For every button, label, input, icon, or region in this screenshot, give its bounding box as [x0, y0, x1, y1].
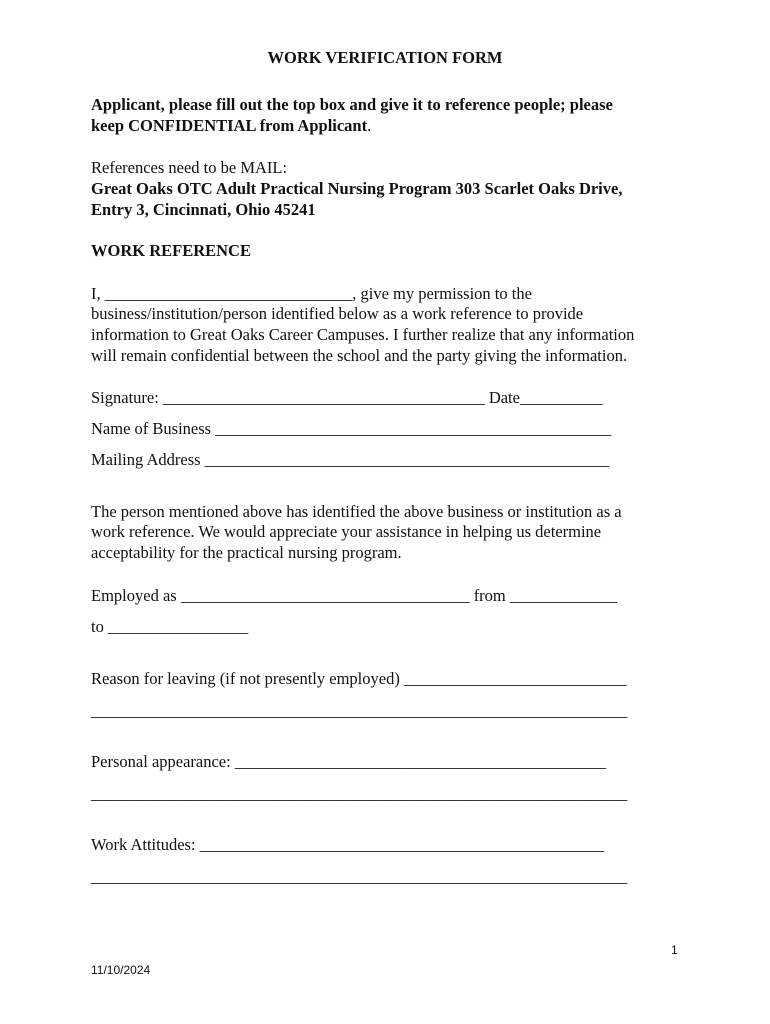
section-heading: WORK REFERENCE: [91, 241, 251, 260]
work-attitudes-blank[interactable]: _________________________________________________________________: [91, 867, 628, 886]
mail-label: References need to be MAIL:: [91, 158, 288, 177]
reason-leaving-field[interactable]: Reason for leaving (if not presently employed) ___________________________: [91, 669, 627, 688]
reference-note-line-2: work reference. We would appreciate your assistance in helping us determine: [91, 522, 602, 541]
page-number: 1: [671, 943, 678, 957]
mailing-address-field[interactable]: Mailing Address _________________________________________________: [91, 450, 609, 469]
signature-date-field[interactable]: Signature: _______________________________________ Date__________: [91, 388, 603, 407]
permission-line-2: business/institution/person identified below as a work reference to provide: [91, 304, 584, 323]
reason-leaving-blank[interactable]: _________________________________________________________________: [91, 701, 628, 720]
employed-as-field[interactable]: Employed as ___________________________________ from _____________: [91, 586, 618, 605]
employed-to-field[interactable]: to _________________: [91, 617, 249, 636]
instructions-line-2: [91, 115, 371, 136]
instructions-line-1: Applicant, please fill out the top box and give it to reference people; please: [91, 95, 613, 114]
reference-note-line-3: acceptability for the practical nursing program.: [91, 543, 402, 562]
permission-line-3: information to Great Oaks Career Campuses. I further realize that any information: [91, 325, 635, 344]
confidential-notice: keep CONFIDENTIAL from Applicant: [91, 116, 368, 135]
personal-appearance-blank[interactable]: _________________________________________________________________: [91, 784, 628, 803]
instructions-period: .: [367, 116, 372, 135]
permission-line-4: will remain confidential between the school and the party giving the information.: [91, 346, 628, 365]
reference-note-line-1: The person mentioned above has identified the above business or institution as a: [91, 502, 622, 521]
business-name-field[interactable]: Name of Business ________________________________________________: [91, 419, 612, 438]
mail-address-line-1: Great Oaks OTC Adult Practical Nursing Program 303 Scarlet Oaks Drive,: [91, 179, 623, 198]
work-attitudes-field[interactable]: Work Attitudes: _________________________________________________: [91, 835, 604, 854]
footer-date: 11/10/2024: [91, 963, 151, 977]
form-title: WORK VERIFICATION FORM: [267, 48, 503, 67]
permission-line-1[interactable]: I, ______________________________, give my permission to the: [91, 284, 532, 303]
personal-appearance-field[interactable]: Personal appearance: _____________________________________________: [91, 752, 607, 771]
mail-address-line-2: Entry 3, Cincinnati, Ohio 45241: [91, 200, 316, 219]
